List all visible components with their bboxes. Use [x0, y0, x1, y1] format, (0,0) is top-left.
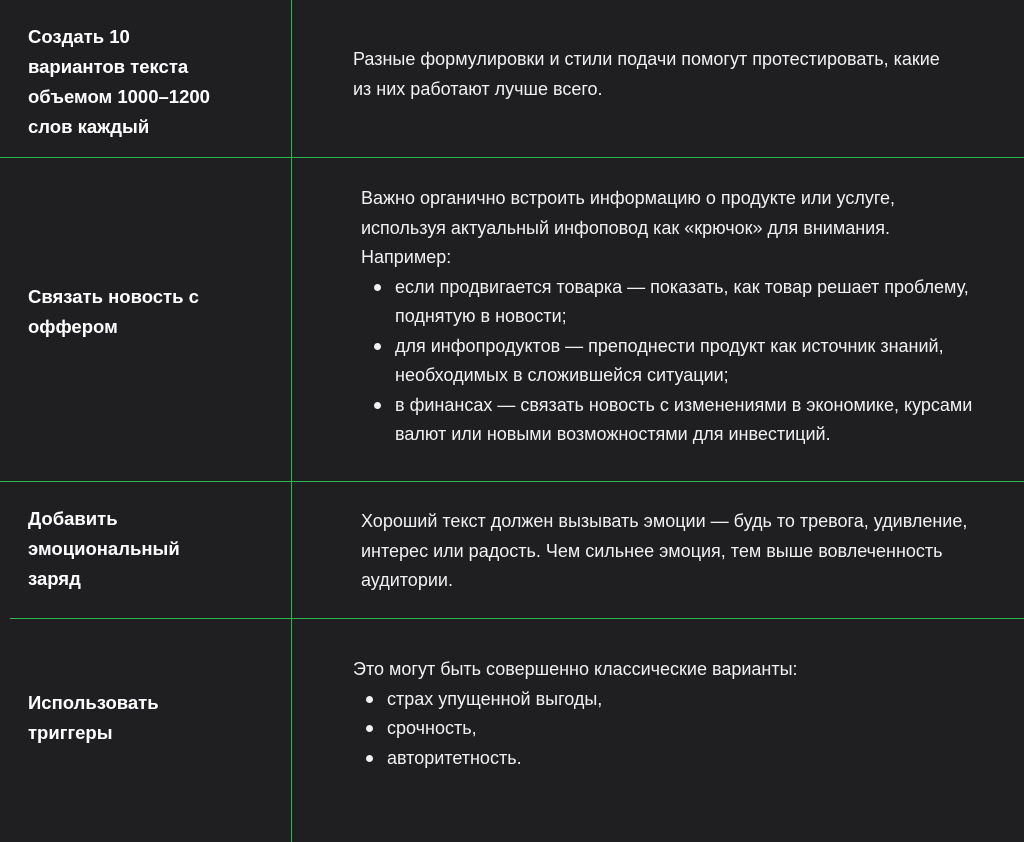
description-text: Важно органично встроить информацию о продукте или услуге, используя актуальный инфоповод как «крючок» для внимания. Например:: [361, 188, 896, 267]
description-text: Хороший текст должен вызывать эмоции — будь то тревога, удивление, интерес или радость. Чем сильнее эмоция, тем выше вовлеченность аудитории.: [361, 511, 968, 590]
row-label-line: Добавить: [28, 508, 118, 529]
row-description: [353, 655, 973, 773]
row-label-line: Создать 10: [28, 26, 130, 47]
list-item: страх упущенной выгоды,: [353, 685, 973, 715]
row-divider: [10, 618, 1024, 619]
row-label-line: вариантов текста: [28, 56, 189, 77]
description-text: Разные формулировки и стили подачи помогут протестировать, какие из них работают лучше всего.: [353, 49, 940, 99]
row-label: [28, 282, 278, 342]
row-label-line: эмоциональный: [28, 538, 180, 559]
row-description: [361, 507, 981, 596]
row-label-line: Связать новость с: [28, 286, 199, 307]
list-item: для инфопродуктов — преподнести продукт как источник знаний, необходимых в сложившейся ситуации;: [361, 332, 981, 391]
row-label-line: оффером: [28, 316, 118, 337]
row-description: [353, 45, 963, 104]
description-text: Это могут быть совершенно классические варианты:: [353, 659, 798, 679]
row-label: [28, 504, 278, 594]
row-label: [28, 22, 278, 142]
row-label-line: объемом 1000–1200: [28, 86, 210, 107]
column-divider: [291, 0, 292, 842]
row-description: [361, 184, 981, 450]
bullet-list: [353, 685, 973, 774]
row-divider: [0, 481, 1024, 482]
list-item: если продвигается товарка — показать, как товар решает проблему, поднятую в новости;: [361, 273, 981, 332]
row-label: [28, 688, 278, 748]
row-divider: [0, 157, 1024, 158]
row-label-line: Использовать: [28, 692, 159, 713]
row-label-line: слов каждый: [28, 116, 150, 137]
row-label-line: заряд: [28, 568, 81, 589]
row-label-line: триггеры: [28, 722, 113, 743]
list-item: срочность,: [353, 714, 973, 744]
bullet-list: [361, 273, 981, 450]
list-item: авторитетность.: [353, 744, 973, 774]
list-item: в финансах — связать новость с изменениями в экономике, курсами валют или новыми возможностями для инвестиций.: [361, 391, 981, 450]
